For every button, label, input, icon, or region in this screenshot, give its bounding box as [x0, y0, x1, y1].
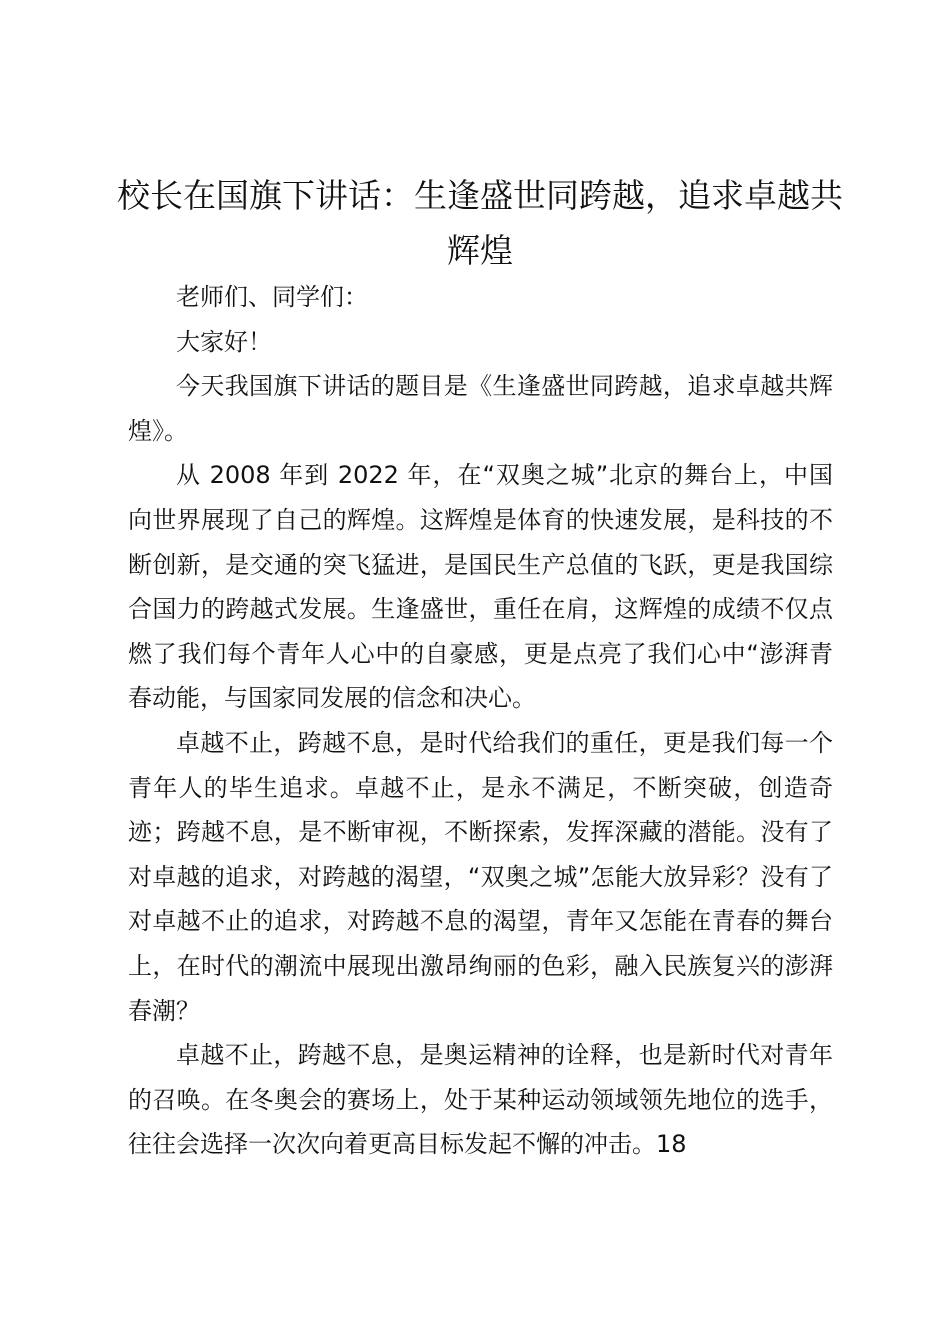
body-paragraph: 卓越不止，跨越不息，是时代给我们的重任，更是我们每一个青年人的毕生追求。卓越不止，是永不满足，不断突破，创造奇迹；跨越不息，是不断审视，不断探索，发挥深藏的潜能。没有了对卓越的追求，对跨越的渴望，“双奥之城”怎能大放异彩？没有了对卓越不止的追求，对跨越不息的渴望，青年又怎能在青春的舞台上，在时代的潮流中展现出激昂绚丽的色彩，融入民族复兴的澎湃春潮？	[128, 728, 833, 1025]
body-paragraph: 卓越不止，跨越不息，是奥运精神的诠释，也是新时代对青年的召唤。在冬奥会的赛场上，处于某种运动领域领先地位的选手，往往会选择一次次向着更高目标发起不懈的冲击。18	[128, 1041, 833, 1159]
document-body	[128, 275, 833, 1167]
salutation-paragraph: 老师们、同学们：	[176, 283, 368, 311]
document-title: 校长在国旗下讲话：生逢盛世同跨越，追求卓越共辉煌	[117, 176, 843, 270]
topic-paragraph: 今天我国旗下讲话的题目是《生逢盛世同跨越，追求卓越共辉煌》。	[128, 372, 833, 445]
body-paragraph: 从 2008 年到 2022 年，在“双奥之城”北京的舞台上，中国向世界展现了自己的辉煌。这辉煌是体育的快速发展，是科技的不断创新，是交通的突飞猛进，是国民生产总值的飞跃，更是我国综合国力的跨越式发展。生逢盛世，重任在肩，这辉煌的成绩不仅点燃了我们每个青年人心中的自豪感，更是点亮了我们心中“澎湃青春动能，与国家同发展的信念和决心。	[128, 461, 833, 713]
greeting-paragraph: 大家好！	[176, 327, 272, 356]
